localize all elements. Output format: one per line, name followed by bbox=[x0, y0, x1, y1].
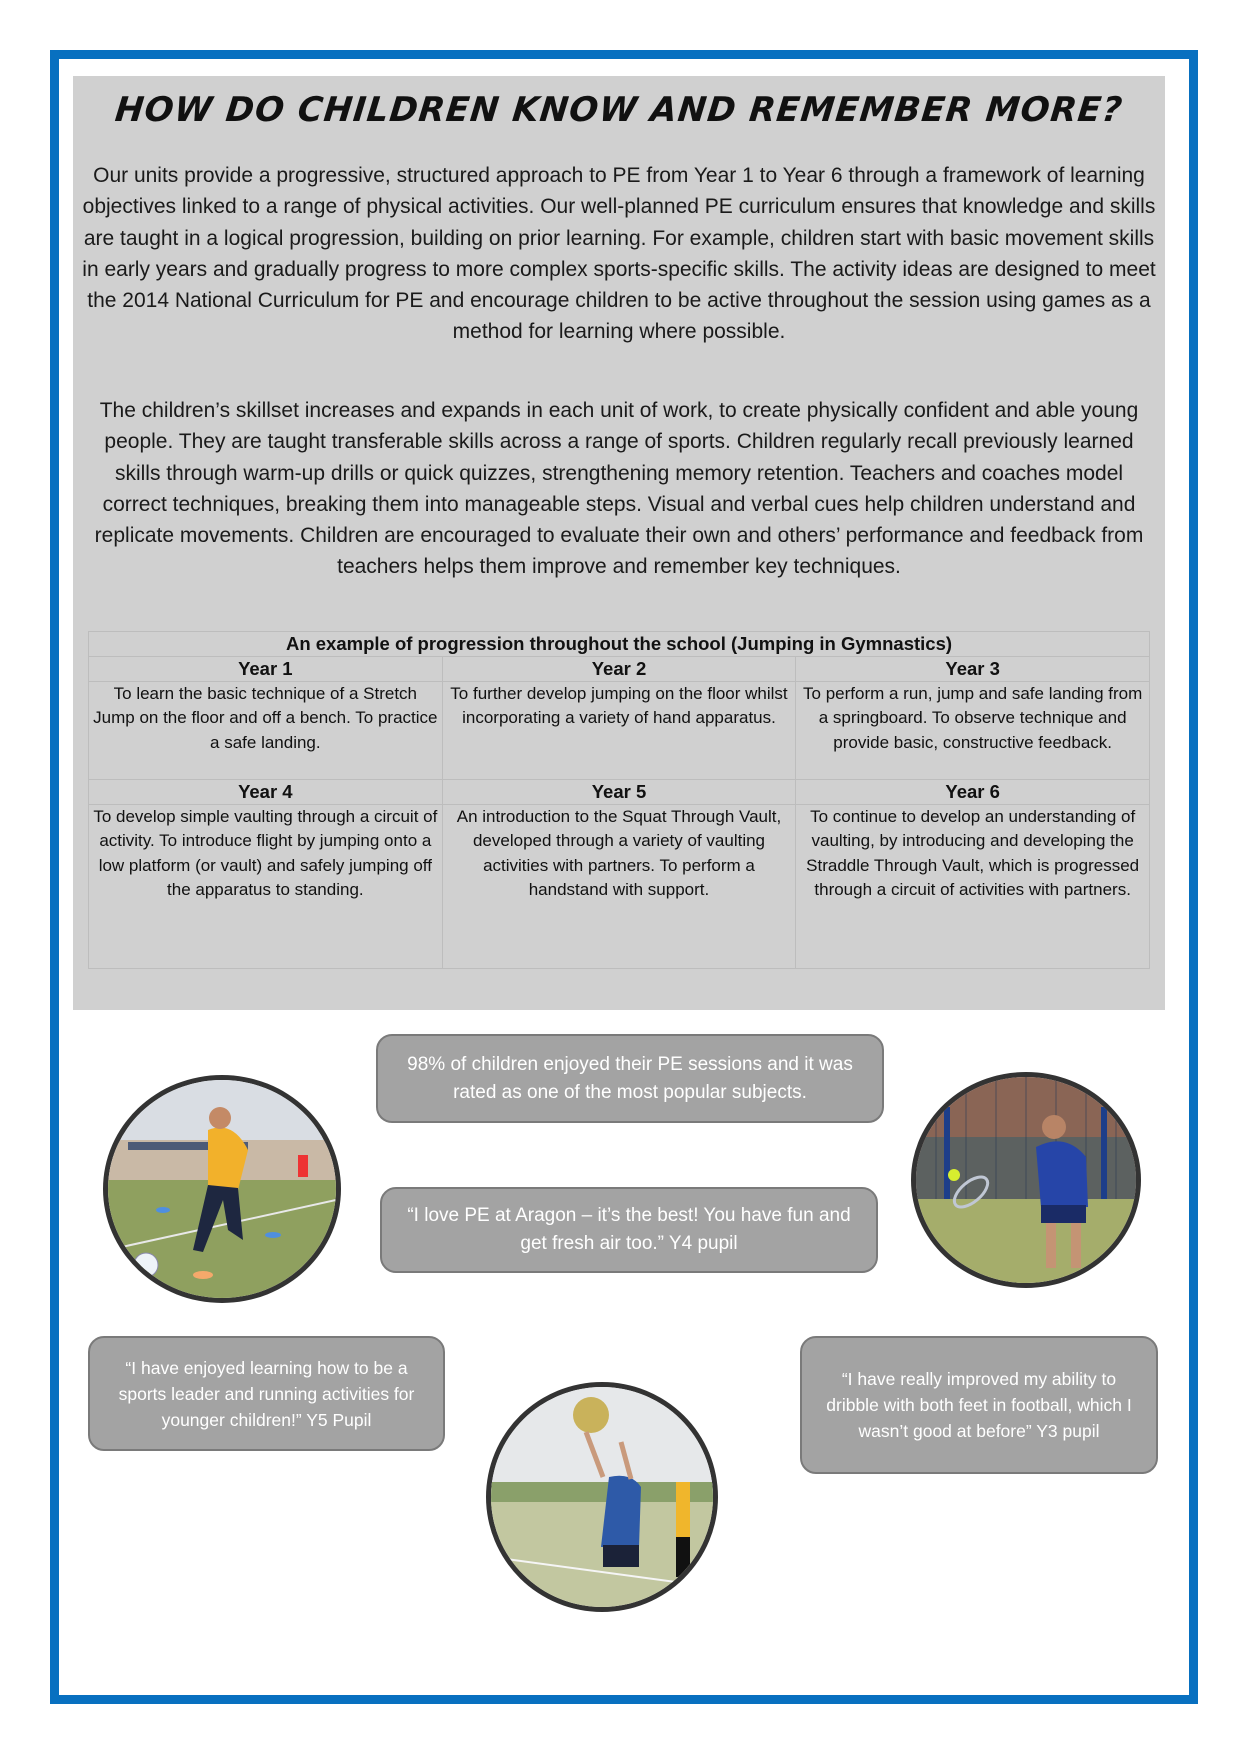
skills-paragraph: The children’s skillset increases and expands in each unit of work, to create physically confident and able young people. They are taught transferable skills across a range of sports. Children regularly recall previously learned skills through warm-up drills or quick quizzes, strengthening memory retention. Teachers and coaches model correct techniques, breaking them into manageable steps. Visual and verbal cues help children understand and replicate movements. Children are encouraged to evaluate their own and others’ performance and feedback from teachers helps them improve and remember key techniques. bbox=[94, 399, 1144, 579]
year-header: Year 2 bbox=[442, 657, 796, 682]
stat-text: 98% of children enjoyed their PE sessions and it was rated as one of the most popular subjects. bbox=[407, 1053, 853, 1103]
table-cell: To learn the basic technique of a Stretch Jump on the floor and off a bench. To practice a safe landing. bbox=[89, 682, 443, 780]
info-panel bbox=[73, 76, 1165, 1010]
progression-table bbox=[88, 631, 1150, 969]
table-cell: An introduction to the Squat Through Vault, developed through a variety of vaulting activities with partners. To perform a handstand with support. bbox=[442, 805, 796, 969]
table-cell: To perform a run, jump and safe landing from a springboard. To observe technique and provide basic, constructive feedback. bbox=[796, 682, 1150, 780]
football-photo-illustration bbox=[108, 1080, 336, 1298]
table-cell: To further develop jumping on the floor whilst incorporating a variety of hand apparatus. bbox=[442, 682, 796, 780]
table-cell: To continue to develop an understanding of vaulting, by introducing and developing the Straddle Through Vault, which is progressed through a circuit of activities with partners. bbox=[796, 805, 1150, 969]
table-caption: An example of progression throughout the school (Jumping in Gymnastics) bbox=[89, 632, 1150, 657]
basketball-photo-illustration bbox=[491, 1387, 713, 1607]
stat-bubble bbox=[376, 1034, 884, 1123]
year-header: Year 6 bbox=[796, 780, 1150, 805]
page-title: HOW DO CHILDREN KNOW AND REMEMBER MORE? bbox=[113, 90, 1125, 130]
quote-bubble-y4 bbox=[380, 1187, 878, 1273]
quote-bubble-y3 bbox=[800, 1336, 1158, 1474]
intro-paragraph: Our units provide a progressive, structured approach to PE from Year 1 to Year 6 through a framework of learning objectives linked to a range of physical activities. Our well-planned PE curriculum ensures that knowledge and skills are taught in a logical progression, building on prior learning. For example, children start with basic movement skills in early years and gradually progress to more complex sports-specific skills. The activity ideas are designed to meet the 2014 National Curriculum for PE and encourage children to be active throughout the session using games as a method for learning where possible. bbox=[82, 164, 1156, 344]
photo-boy-tennis bbox=[911, 1072, 1141, 1288]
table-header-row bbox=[89, 657, 1150, 682]
table-header-row bbox=[89, 780, 1150, 805]
year-header: Year 4 bbox=[89, 780, 443, 805]
table-row bbox=[89, 682, 1150, 780]
tennis-photo-illustration bbox=[916, 1077, 1136, 1283]
photo-girl-football bbox=[103, 1075, 341, 1303]
photo-boy-basketball bbox=[486, 1382, 718, 1612]
table-row bbox=[89, 805, 1150, 969]
year-header: Year 3 bbox=[796, 657, 1150, 682]
quote-bubble-y5 bbox=[88, 1336, 445, 1451]
quote-text-y3: “I have really improved my ability to dribble with both feet in football, which I wasn’t good at before” Y3 pupil bbox=[826, 1369, 1132, 1441]
year-header: Year 1 bbox=[89, 657, 443, 682]
quote-text-y4: “I love PE at Aragon – it’s the best! You have fun and get fresh air too.” Y4 pupil bbox=[407, 1205, 851, 1254]
year-header: Year 5 bbox=[442, 780, 796, 805]
quote-text-y5: “I have enjoyed learning how to be a sports leader and running activities for younger children!” Y5 Pupil bbox=[118, 1357, 415, 1430]
table-cell: To develop simple vaulting through a circuit of activity. To introduce flight by jumping onto a low platform (or vault) and safely jumping off the apparatus to standing. bbox=[89, 805, 443, 969]
